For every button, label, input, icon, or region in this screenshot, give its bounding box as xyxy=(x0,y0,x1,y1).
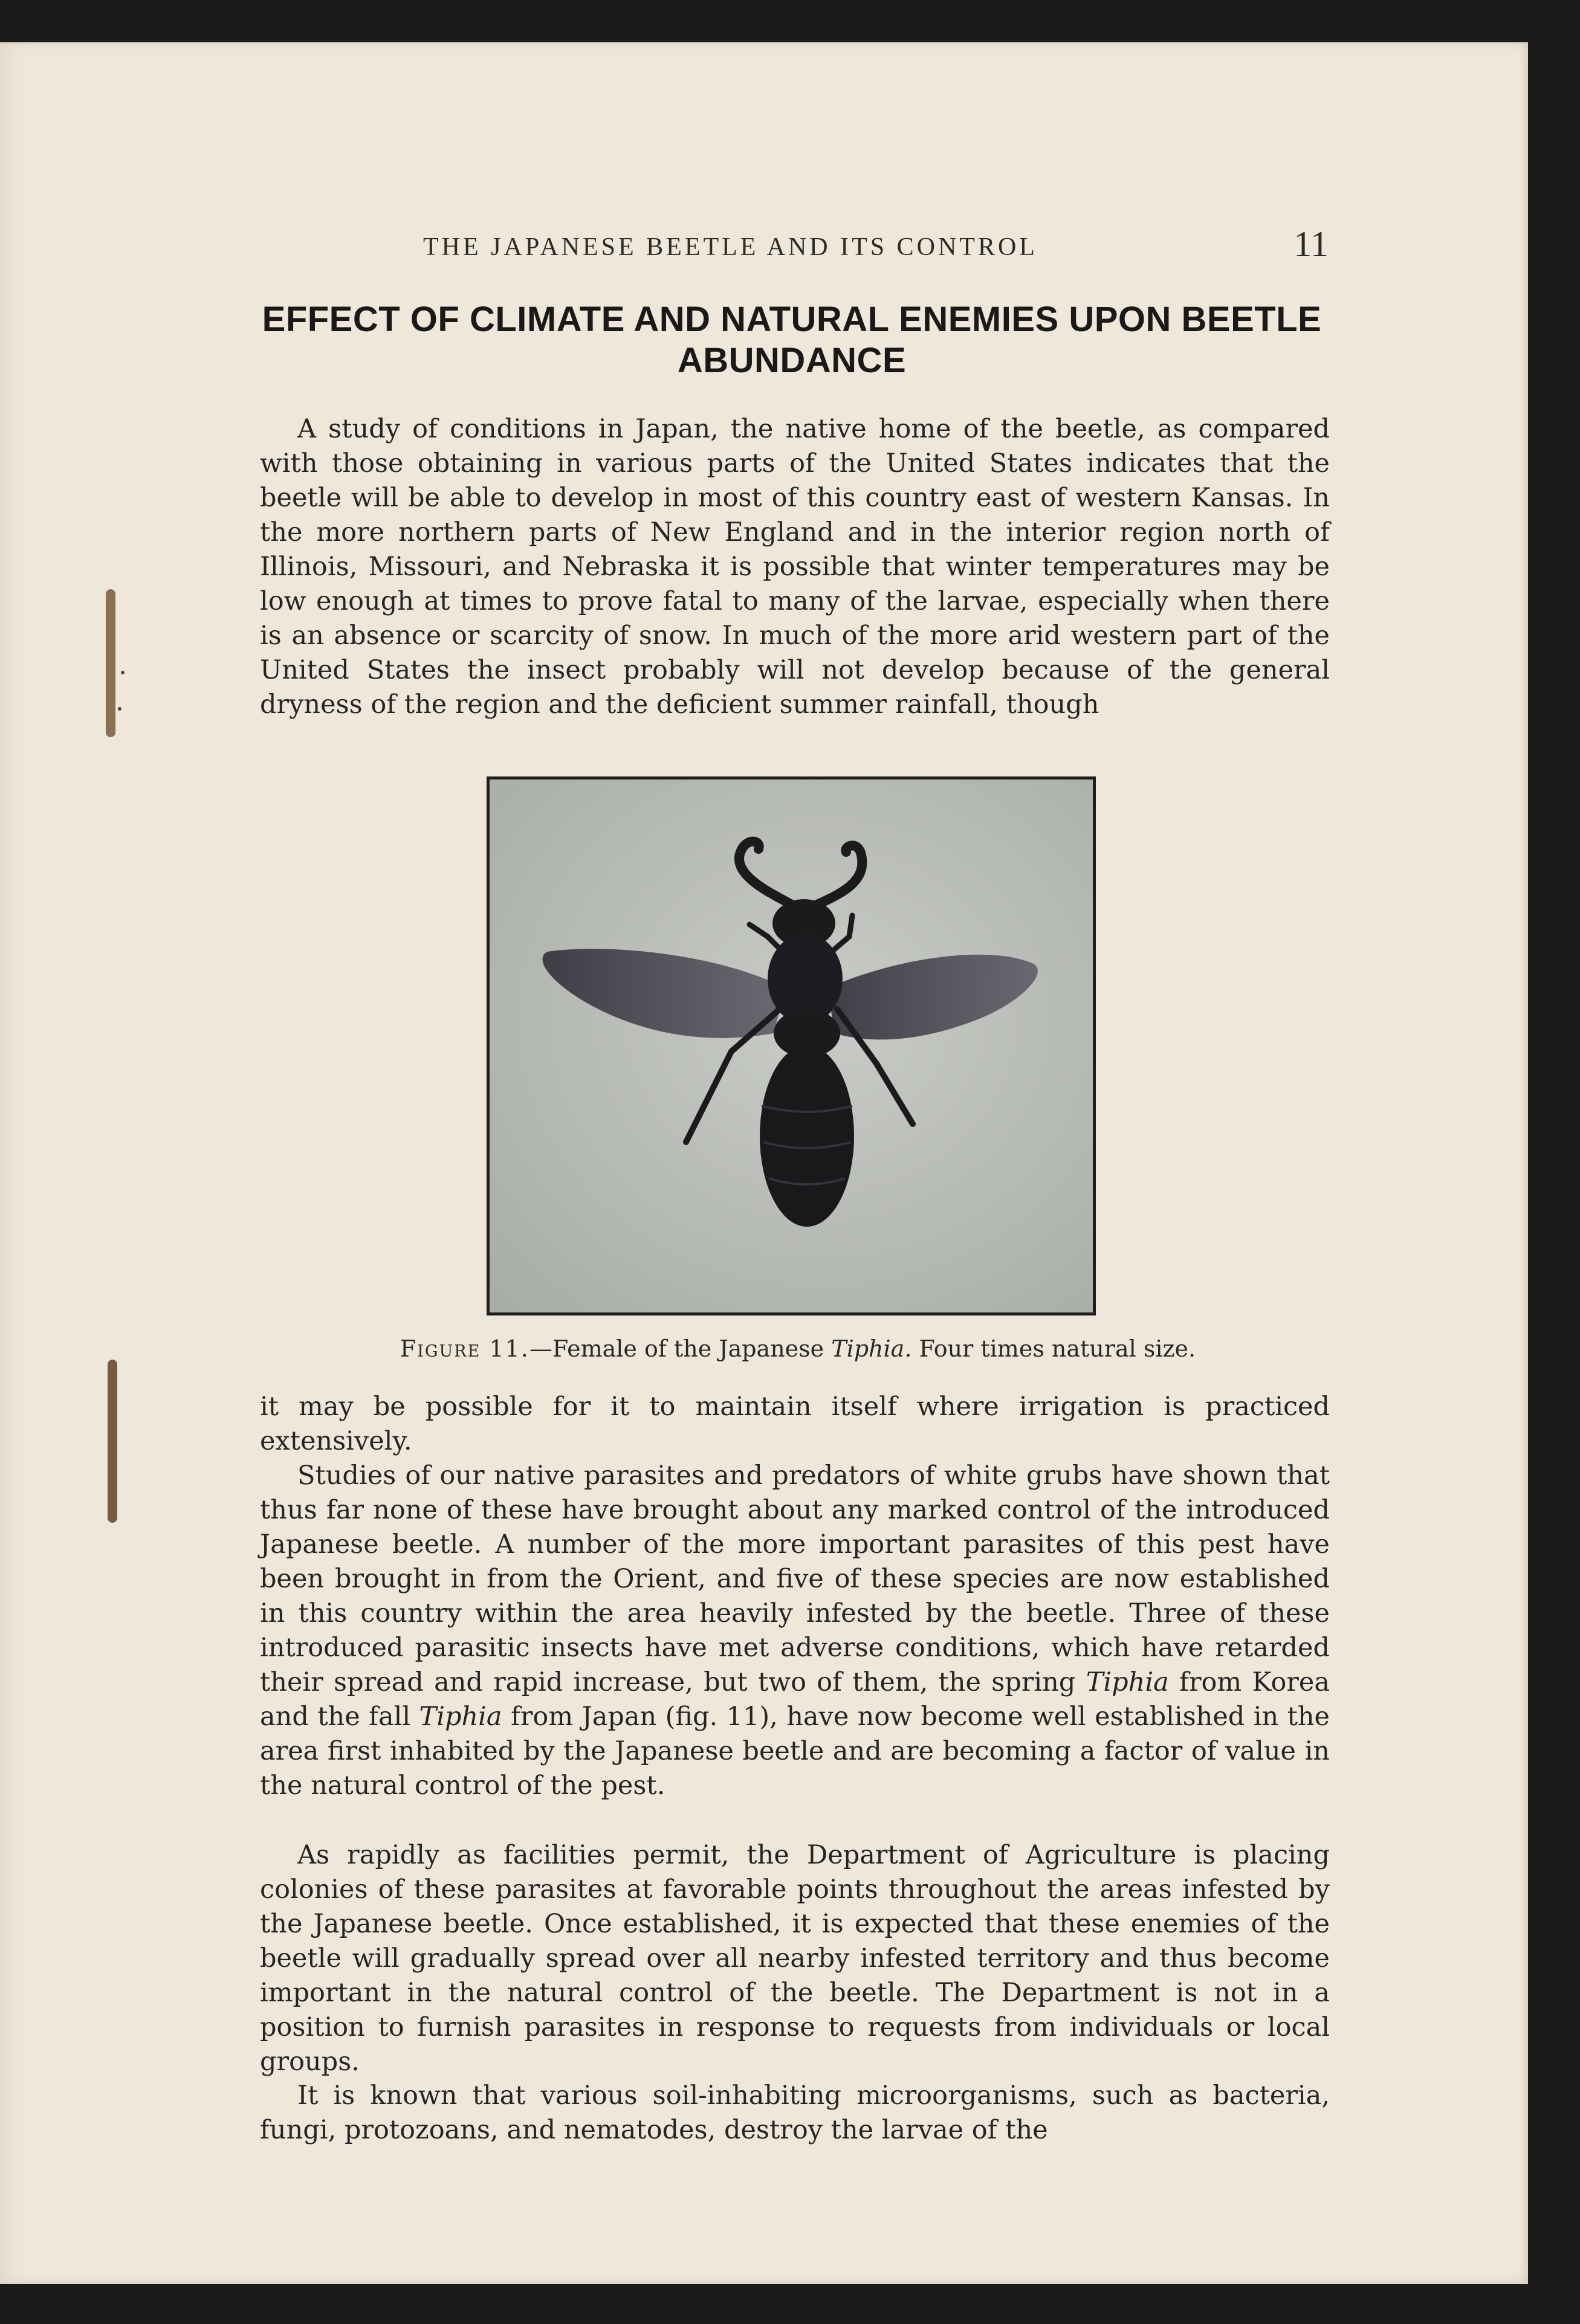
figure-caption-scale: Four times natural size. xyxy=(911,1335,1196,1362)
paragraph-climate: A study of conditions in Japan, the native home of the beetle, as compared with those obtaining in various parts of the United States indicates that the beetle will be able to develop in most of this country east of western Kansas. In the more northern parts of New England and in the interior region north of Illinois, Missouri, and Nebraska it is possible that winter temperatures may be low enough at times to prove fatal to many of the larvae, especially when there is an absence or scarcity of snow. In much of the more arid western part of the United States the insect probably will not develop because of the general dryness of the region and the deficient summer rainfall, though xyxy=(260,414,1330,720)
paragraph-irrigation: it may be possible for it to maintain itself where irrigation is practiced extensively. xyxy=(260,1392,1330,1456)
section-title: EFFECT OF CLIMATE AND NATURAL ENEMIES UPON BEETLE ABUNDANCE xyxy=(262,300,1322,380)
wasp-abdomen xyxy=(760,1045,854,1227)
binding-stitch-top xyxy=(106,589,115,737)
genus-name-tiphia: Tiphia xyxy=(419,1702,502,1732)
figure-11-photo xyxy=(487,776,1096,1315)
book-page xyxy=(0,42,1528,2284)
paragraph-department: As rapidly as facilities permit, the Department of Agriculture is placing colonies of these parasites at favorable points throughout the areas infested by the Japanese beetle. Once established, it is expected that these enemies of the beetle will gradually spread over all nearby infested territory and thus become important in the natural control of the beetle. The Department is not in a position to furnish parasites in response to requests from individuals or local groups. xyxy=(260,1840,1330,2077)
paragraph-parasites-text: Studies of our native parasites and predators of white grubs have shown that thus far none of these have brought about any marked control of the introduced Japanese beetle. A number of the more important parasites of this pest have been brought in from the Orient, and five of these species are now established in this country within the area heavily infested by the beetle. Three of these introduced parasitic insects have met adverse conditions, which have retarded their spread and rapid increase, but two of them, the spring xyxy=(260,1461,1330,1697)
figure-label: Figure 11. xyxy=(400,1335,529,1362)
figure-caption-genus: Tiphia. xyxy=(831,1335,912,1362)
binding-thread-fragment xyxy=(121,671,125,674)
figure-caption xyxy=(326,1335,1269,1362)
running-head: THE JAPANESE BEETLE AND ITS CONTROL xyxy=(423,233,1038,261)
genus-name-tiphia: Tiphia xyxy=(1086,1667,1169,1697)
paragraph-parasites xyxy=(260,1459,1330,1803)
paragraph-parasites-text: from Korea and the fall xyxy=(260,1667,1330,1732)
paragraph-parasites-text: from Japan (fig. 11), have now become well established in the area first inhabited by the Japanese beetle and are becoming a factor of value in the natural control of the pest. xyxy=(260,1702,1330,1801)
binding-stitch-bottom xyxy=(108,1360,117,1523)
page-number: 11 xyxy=(1293,224,1329,264)
figure-caption-text: —Female of the Japanese xyxy=(529,1335,832,1362)
binding-thread-fragment xyxy=(118,707,121,711)
tiphia-wasp-illustration xyxy=(490,780,1093,1312)
paragraph-microorganisms: It is known that various soil-inhabiting microorganisms, such as bacteria, fungi, protozoans, and nematodes, destroy the larvae of the xyxy=(260,2080,1330,2145)
